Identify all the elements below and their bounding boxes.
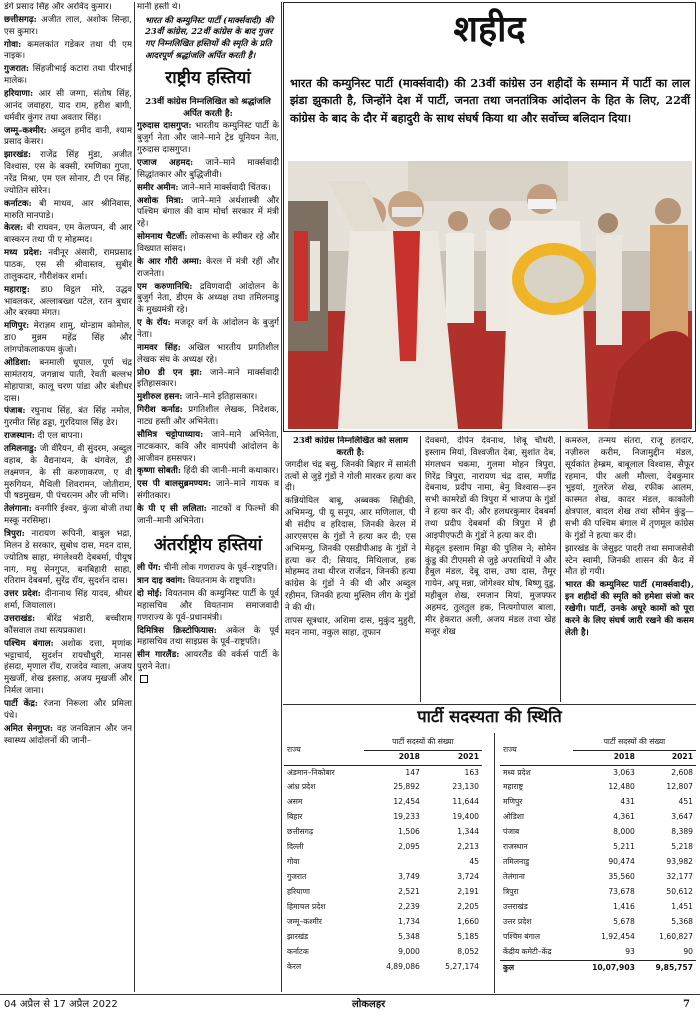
count-2021-cell: 32,177: [666, 872, 693, 882]
state-cell: उत्तराखंड: [503, 902, 528, 912]
membership-title: पार्टी सदस्यता की स्थिति: [417, 707, 562, 726]
state-cell: त्रिपुरा: [503, 887, 519, 897]
count-2018-cell: 4,361: [613, 812, 635, 822]
count-2021-cell: 50,612: [666, 887, 693, 897]
count-2018-cell: 1,734: [398, 917, 420, 927]
martyrs-title: शहीद: [453, 8, 526, 50]
count-2018-cell: 25,892: [393, 782, 420, 792]
count-2021-cell: 8,052: [457, 947, 479, 957]
text-paragraph: कृष्णा सोबती: हिंदी की जानी–मानी कथाकार।: [137, 466, 279, 477]
text-paragraph: झारखंड: राजेंद्र सिंह मुंडा, अजीत विश्वास, एस के बक्सी, रमणिका गुप्ता, नरेंद्र मिश्रा, एम एल सोनार, टी एन सिंह, ज्योतिन सोरेन।: [4, 150, 132, 196]
text-paragraph: तमिलनाडु: जी वीरैयन, वी सुंदरम, अब्दुल वहाब, के वैद्यनाथन, के थंगवेल, डी लक्ष्मणन, के सी करुणाकरण, ए वी मुरुगियन, मैथिली शिवरामन, जोतीराम, पी षडमुखम, पी पंचरत्नम और जी मणि।: [4, 443, 132, 502]
state-cell: महाराष्ट्र: [503, 782, 524, 792]
count-2018-cell: 73,678: [608, 887, 635, 897]
state-header: राज्य: [284, 735, 364, 765]
text-paragraph: दिमित्रिस क्रिस्टोफियास: अकेल के पूर्व महासचिव तथा साइप्रस के पूर्व–राष्ट्रपति।: [137, 625, 279, 648]
text-paragraph: पंजाब: रघुनाथ सिंह, बंत सिंह नमोल, गुरमीत सिंह ढड्डा, गुरदियाल सिंह ढेर।: [4, 406, 132, 429]
count-2018-cell: 3,749: [398, 872, 420, 882]
state-cell: मणिपुर: [503, 797, 523, 807]
count-2018-cell: 5,211: [613, 842, 635, 852]
year-2021-header: 2021: [638, 750, 696, 765]
tribute-column-2: [137, 2, 279, 994]
martyrs-intro: भारत की कम्युनिस्ट पार्टी (मार्क्सवादी) की 23वीं कांग्रेस उन शहीदों के सम्मान में पार्टी का लाल झंडा झुकाती है, जिन्होंने देश में पार्टी, जनता तथा जनतांत्रिक आंदोलन के हित के लिए, 22वीं कांग्रेस के बाद के दौर में बहादुरी के साथ संघर्ष किया था और सर्वोच्च बलिदान दिया।: [290, 76, 690, 125]
text-paragraph: दो मोई: वियतनाम की कम्युनिस्ट पार्टी के पूर्व महासचिव और वियतनाम समाजवादी गणराज्य के पूर्व–प्रधानमंत्री।: [137, 588, 279, 623]
newspaper-name: लोकलहर: [352, 999, 386, 1010]
text-paragraph: एम करुणानिधि: द्रविणवादी आंदोलन के बुजुर्ग नेता, डीएम के अध्यक्ष तथा तमिलनाडु के मुख्यमंत्री रहे।: [137, 281, 279, 316]
text-paragraph: कर्नाटक: बी माधव, आर श्रीनिवास, मारुति मानपाडे।: [4, 198, 132, 221]
state-header: राज्य: [500, 735, 573, 765]
total-label: कुल: [500, 960, 573, 975]
text-paragraph: डंगे प्रसाद सिंह और अरविंद कुमार।: [4, 2, 112, 12]
table-row: [500, 840, 696, 855]
text-paragraph: उत्तर प्रदेश: दीनानाथ सिंह यादव, श्रीधर शर्मा, जियालाल।: [4, 589, 132, 612]
count-2018-cell: 8,000: [613, 827, 635, 837]
column-divider: [134, 2, 135, 992]
state-cell: अंडमान–निकोबार: [287, 767, 335, 777]
congress-tribute-photo: [288, 161, 692, 429]
membership-table-right: [500, 735, 696, 975]
text-paragraph: ली पेंग: चीनी लोक गणराज्य के पूर्व–राष्ट्रपति।: [137, 563, 278, 574]
national-personalities-list: [137, 121, 279, 527]
text-paragraph: गुजरात: सिंहजीभाई कटारा तथा पीरभाई मालेक।: [4, 64, 132, 87]
text-paragraph: जम्मू–कश्मीर: अब्दुल हमीद वानी, श्याम प्रसाद केसर।: [4, 125, 132, 148]
state-cell: पंजाब: [503, 827, 520, 837]
tribute-column-1: [4, 2, 132, 994]
column-divider: [560, 436, 561, 702]
martyrs-column-1: [285, 436, 416, 702]
membership-rows-right: [500, 765, 696, 960]
table-row: [500, 930, 696, 945]
column-divider: [281, 2, 282, 992]
text-paragraph: मध्य प्रदेश: नवीनूर अंसारी, रामप्रसाद पाठक, एस सी श्रीवास्तव, सुबीर तालुकदार, गौरीशंकर शर्मा।: [4, 248, 132, 282]
count-2021-cell: 163: [464, 767, 479, 777]
count-2021-cell: 1,344: [457, 827, 479, 837]
martyrs-text: [283, 436, 696, 706]
text-paragraph: झारखंड के जेसुइट पादरी तथा समाजसेवी स्टेन स्वामी, जिनकी शासन की कैद में मौत हो गयी।: [565, 543, 694, 578]
year-2018-header: 2018: [364, 750, 423, 765]
text-paragraph: समीर अमीन: जाने–माने मार्क्सवादी चिंतक।: [137, 182, 271, 193]
table-row: [284, 945, 482, 960]
state-cell: हिमाचल प्रदेश: [287, 902, 326, 912]
text-paragraph: के पी ए सी ललिता: नाटकों व फिल्मों की जानी–मानी अभिनेता।: [137, 504, 279, 526]
text-paragraph: एस पी बालसुब्रमण्यम: जाने–माने गायक व संगीतकार।: [137, 479, 279, 502]
state-cell: केंद्रीय कमेटी–केंद्र: [503, 947, 552, 957]
count-2021-cell: 5,185: [457, 932, 479, 942]
table-row: [284, 885, 482, 900]
text-paragraph: कन्नियोयिल बाबू, अब्बक्क सिद्दीकी, अभिमन्यु, पी यू सनूप, आर मणिलाल, पी बी संदीप व हरिदास, जिनकी केरल में आरएसएस के गुंडों ने हत्या कर दी; एस अभिमन्यु, जिनकी एसडीपीआइ के गुंडों ने हत्या कर दी; सियाद, मिथिलाज, हक मोहम्मद तथा धीरज राजेंद्रन, जिनकी हत्या कांग्रेस के गुंडों ने की थी और अब्दुल रहीमन, जिनकी हत्या मुस्लिम लीग के गुंडों ने की थी।: [285, 496, 416, 614]
count-2018-cell: 12,454: [393, 797, 420, 807]
text-paragraph: छत्तीसगढ़: अजीत लाल, अशोक सिन्हा, एस कुमार।: [4, 14, 132, 37]
text-paragraph: गुरुदास दासगुप्त: भारतीय कम्युनिस्ट पार्टी के बुजुर्ग नेता और जाने–माने ट्रेड यूनियन नेता, गुरुदास दासगुप्त।: [137, 121, 279, 156]
state-cell: मध्य प्रदेश: [503, 767, 531, 777]
members-count-header: पार्टी सदस्यों की संख्या: [364, 735, 482, 750]
count-2018-cell: 2,239: [398, 902, 420, 912]
international-personalities-heading: अंतर्राष्ट्रीय हस्तियां: [153, 534, 263, 555]
count-2021-cell: 5,27,174: [445, 962, 479, 972]
count-2021-cell: 1,660: [457, 917, 479, 927]
table-row: [500, 885, 696, 900]
table-row: [500, 945, 696, 960]
state-cell: तमिलनाडु: [503, 857, 530, 867]
count-2018-cell: 2,521: [398, 887, 420, 897]
membership-table-left: [284, 735, 482, 975]
membership-rows-left: [284, 765, 482, 975]
table-row: [284, 870, 482, 885]
count-2018-cell: 5,678: [613, 917, 635, 927]
text-paragraph: त्रान दाइ क्वांग: वियतनाम के राष्ट्रपति।: [137, 576, 256, 587]
count-2021-cell: 1,60,827: [659, 932, 693, 942]
state-cell: पश्चिम बंगाल: [503, 932, 541, 942]
count-2021-cell: 2,608: [671, 767, 693, 777]
martyrs-salute-heading: 23वीं कांग्रेस निम्नलिखित को सलाम करती है:: [292, 436, 409, 458]
table-row: [284, 825, 482, 840]
count-2018-cell: 4,89,086: [386, 962, 420, 972]
text-paragraph: सोमनाथ चैटर्जी: लोकसभा के स्पीकर रहे और विख्यात सांसद।: [137, 232, 279, 254]
table-row: [284, 765, 482, 780]
state-cell: झारखंड: [287, 932, 309, 942]
count-2018-cell: 93: [625, 947, 635, 957]
count-2021-cell: 23,130: [452, 782, 479, 792]
state-cell: जम्मू–कश्मीर: [287, 917, 322, 927]
table-row: [500, 810, 696, 825]
table-row: [284, 840, 482, 855]
text-paragraph: एजाज अहमद: जाने–माने मार्क्सवादी सिद्धांतकार और बुद्धिजीवी।: [137, 157, 279, 180]
text-paragraph: के आर गौरी अम्मा: केरल में मंत्री रहीं और राजनेता।: [137, 256, 279, 279]
text-paragraph: सीन गारलैंड: आयरलैंड की वर्कर्स पार्टी के पुराने नेता।: [137, 650, 279, 673]
count-2021-cell: 93,982: [666, 857, 693, 867]
state-cell: गुजरात: [287, 872, 307, 882]
state-cell: बिहार: [287, 812, 303, 822]
table-row: [500, 825, 696, 840]
text-paragraph: मणिपुर: मेराज्ञम शामु, थोन्डाम कोमोल, डा0 मुन्नम महेंद्र सिंह और लांगपोकलाकपम कुंजो।: [4, 321, 132, 356]
state-cell: ओडिशा: [503, 812, 524, 822]
text-paragraph: अशोक मित्रा: जाने–माने अर्थशास्त्री और पश्चिम बंगाल की वाम मोर्चा सरकार में मंत्री रहे।: [137, 195, 279, 230]
text-paragraph: ए के रॉय: मजदूर वर्ग के आंदोलन के बुजुर्ग नेता।: [137, 318, 279, 341]
count-2021-cell: 8,389: [671, 827, 693, 837]
state-cell: दिल्ली: [287, 842, 304, 852]
text-paragraph: प्रो0 डी एन झा: जाने–माने मार्क्सवादी इतिहासकार।: [137, 367, 279, 390]
count-2018-cell: 2,095: [398, 842, 420, 852]
national-personalities-heading: राष्ट्रीय हस्तियां: [165, 68, 251, 89]
column-divider: [420, 436, 421, 702]
text-paragraph: ओडिशा: बनमाली धूपाल, पूर्ण चंद्र सामंतराय, जगन्नाथ पाती, रेवती बल्लभ मोहापात्रा, कालू चरण पांडा और बंशीधर दास।: [4, 357, 132, 404]
martyrs-column-3: [565, 436, 694, 702]
count-2018-cell: 1,506: [398, 827, 420, 837]
table-row: [500, 855, 696, 870]
text-paragraph: गिरीश कर्नाड: प्रगतिशील लेखक, निदेशक, नाट्य हस्ती और अभिनेता।: [137, 405, 279, 428]
text-paragraph: भारत की कम्युनिस्ट पार्टी (मार्क्सवादी), इन शहीदों की स्मृति को हमेशा संजो कर रखेगी। पार्टी, उनके अधूरे कामों को पूरा करने के लिए संघर्ष जारी रखने की कसम लेती है।: [565, 580, 694, 638]
table-divider: [494, 733, 495, 993]
table-row: [284, 855, 482, 870]
table-row: [500, 780, 696, 795]
martyrs-column-2: [425, 436, 556, 702]
text-paragraph: मुशीरुल हसन: जाने–माने इतिहासकार।: [137, 392, 258, 403]
count-2021-cell: 2,213: [457, 842, 479, 852]
count-2018-cell: 147: [405, 767, 420, 777]
table-row: [500, 795, 696, 810]
total-2018: 10,07,903: [573, 960, 638, 975]
continuation-text: मानी हस्ती थे।: [137, 2, 181, 12]
table-row: [284, 960, 482, 975]
footer-rule: [0, 994, 700, 995]
section-divider: [283, 704, 696, 705]
count-2018-cell: 12,480: [608, 782, 635, 792]
state-cell: केरल: [287, 962, 302, 972]
count-2021-cell: 3,724: [457, 872, 479, 882]
total-2021: 9,85,757: [638, 960, 696, 975]
text-paragraph: देवबर्मा, दीपेन देवनाथ, शिबू चौधरी, इस्लाम मियां, विश्वजीत देबा, सुशांत देब, मंगलधन चकमा, गुलमा मोहन त्रिपुरा, गिरेंद्र त्रिपुरा, नारायण चंद्र दास, मणींद्र देबनाथ, प्रदीप नामा, बेनु विश्वास—इन सभी कामरेडों की त्रिपुरा में भाजपा के गुंडों ने हत्या कर दी; और हलधरकुमार देबबर्मा तथा प्रदीप देबबर्मा की त्रिपुरा में ही आइपीएफटी के गुंडों ने हत्या कर दी।: [425, 436, 556, 541]
issue-date: 04 अप्रैल से 17 अप्रैल 2022: [4, 999, 118, 1010]
count-2018-cell: 1,416: [613, 902, 635, 912]
text-paragraph: हरियाणा: आर सी जग्गा, संतोष सिंह, आनंद जवाहरा, याद राम, हरीश बागी, धर्मवीर कुंगर तथा अवतार सिंह।: [4, 89, 132, 123]
count-2018-cell: 19,233: [393, 812, 420, 822]
text-paragraph: उत्तराखंड: बीरेंद्र भंडारी, बच्चीराम कौंसवाल तथा सत्यप्रकाश।: [4, 613, 132, 636]
text-paragraph: मेहदूल इस्लाम मिड्डा की पुलिस ने; सोमेन कुंडु की टीएमसी से जुड़े अपराधियों ने और हैबुल मंडल, देबू दास, उषा दास, तैमूर गायेन, अपू मन्ना, जोगेश्वर घोष, बिष्णु दुडु, महीबुल शेख, रमजान मियां, मुजफ्फर अहमद, तुलतुल हक, नित्यगोपाल बाला, मीर हेकरात अली, अजय मंडल तथा खेह मजूर शेख: [425, 543, 556, 637]
state-cell: राजस्थान: [503, 842, 528, 852]
count-2018-cell: 3,063: [613, 767, 635, 777]
text-paragraph: कमरुल, तन्मय संतरा, राजू हलदार, नज़ीरुल करीम, निजामुद्दीन मंडल, सूर्यकांत हेम्ब्रम, बाबूलाल विश्वास, सैफूर रहमान, पीर अली मौल्ला, देबकुमार भुइयां, गुलरेज शेख, रफीक आलम, कास्मत शेख, कादर मंडल, काकोली क्षेत्रपाल, बादल शेख तथा सौमेन कुंडु—सभी की पश्चिम बंगाल में तृणमूल कांग्रेस के गुंडों ने हत्या कर दी।: [565, 436, 694, 541]
state-cell: छत्तीसगढ़: [287, 827, 314, 837]
text-paragraph: राजस्थान: दी एल बापना।: [4, 431, 83, 442]
count-2021-cell: 19,400: [452, 812, 479, 822]
text-paragraph: तापस सूत्रधार, अशिमा दास, मुकुंद मुहुरी, मदन नामा, नकुल साहा, तूफान: [285, 615, 416, 638]
count-2021-cell: 2,205: [457, 902, 479, 912]
count-2018-cell: 1,92,454: [601, 932, 635, 942]
members-count-header: पार्टी सदस्यों की संख्या: [573, 735, 696, 750]
text-paragraph: तेलंगाना: वनगीरि ईश्वर, कुंजा बोजी तथा मस्कू नरसिम्हा।: [4, 504, 132, 527]
count-2021-cell: 3,647: [671, 812, 693, 822]
count-2021-cell: 2,191: [457, 887, 479, 897]
table-row: [500, 765, 696, 780]
state-cell: हरियाणा: [287, 887, 310, 897]
tribute-note: भारत की कम्युनिस्ट पार्टी (मार्क्सवादी) की 23वीं कांग्रेस, 22वीं कांग्रेस के बाद गुजर गए निम्नलिखित हस्तियों की स्मृति के प्रति आदरपूर्ण श्रद्धांजलि अर्पित करती है।: [145, 14, 274, 60]
text-paragraph: महाराष्ट्र: डा0 विट्ठल मोरे, उद्धव भावलकर, अल्लाबख्श पटेल, रतन बुधार और बरक्या मंगत।: [4, 284, 132, 319]
count-2018-cell: 5,348: [398, 932, 420, 942]
table-row: [284, 930, 482, 945]
count-2021-cell: 45: [469, 857, 479, 867]
state-cell: उत्तर प्रदेश: [503, 917, 532, 927]
martyrs-box: [283, 2, 696, 432]
table-row: [500, 870, 696, 885]
text-paragraph: सौमित्र चट्टोपाध्याय: जाने–माने अभिनेता, नाटककार, कवि और वामपंथी आंदोलन के आजीवन हमसफर।: [137, 429, 279, 464]
count-2021-cell: 90: [683, 947, 693, 957]
count-2018-cell: 90,474: [608, 857, 635, 867]
table-row: [500, 900, 696, 915]
year-2018-header: 2018: [573, 750, 638, 765]
table-row: [284, 915, 482, 930]
count-2018-cell: 431: [620, 797, 635, 807]
page-number: 7: [683, 999, 690, 1010]
state-cell: गोवा: [287, 857, 300, 867]
count-2021-cell: 5,368: [671, 917, 693, 927]
total-row: [500, 960, 696, 975]
table-row: [284, 780, 482, 795]
text-paragraph: पार्टी केंद्र: रंजना निरूला और प्रमिला पंधे।: [4, 698, 132, 721]
state-cell: कर्नाटक: [287, 947, 309, 957]
count-2021-cell: 5,218: [671, 842, 693, 852]
table-row: [284, 795, 482, 810]
text-paragraph: नामवर सिंह: अखिल भारतीय प्रगतिशील लेखक संघ के अध्यक्ष रहे।: [137, 342, 279, 365]
table-row: [284, 900, 482, 915]
international-personalities-list: [137, 563, 279, 674]
state-cell: आंध्र प्रदेश: [287, 782, 316, 792]
photo-illustration: [288, 161, 692, 429]
count-2018-cell: [364, 855, 423, 870]
text-paragraph: गोवा: कमलकांत गडेकर तथा पी एम नाइक।: [4, 39, 132, 62]
text-paragraph: अमित सेनगुप्त: वह जनविज्ञान और जन स्वास्थ्य आंदोलनों की जानी–: [4, 723, 132, 746]
text-paragraph: पश्चिम बंगाल: अशोक दत्ता, मृणांक भट्टाचार्य, सुदर्शन रायचौधुरी, मानस हंसदा, मृणाल रॉय, राजदेव ग्वाला, अजय मुखर्जी, शेख इस्लाह, अजय मुखर्जी और निर्मल जाना।: [4, 638, 132, 697]
count-2021-cell: 11,644: [452, 797, 479, 807]
table-row: [500, 915, 696, 930]
state-cell: तेलंगाना: [503, 872, 525, 882]
count-2021-cell: 1,451: [671, 902, 693, 912]
year-2021-header: 2021: [423, 750, 482, 765]
count-2018-cell: 9,000: [398, 947, 420, 957]
count-2018-cell: 35,560: [608, 872, 635, 882]
state-cell: असम: [287, 797, 303, 807]
count-2021-cell: 12,807: [666, 782, 693, 792]
text-paragraph: केरल: बी राघवन, एम केलप्पन, वी आर बास्करन तथा पी ए मोहम्मद।: [4, 223, 132, 246]
text-paragraph: त्रिपुरा: नारायण रूपिनी, बाबुल भद्रा, मिलन डे सरकार, सुबोध दास, मदन दास, ज्योतिष साहा, मंगलेश्वरी देबबर्मा, पीयूष नाग, मधु सेनगुप्त, बनबिहारी साहा, रतिराम देबबर्मा, सुरेंद्र रॉय, सुदर्शन दास।: [4, 528, 132, 587]
table-row: [284, 810, 482, 825]
text-paragraph: जगदीश चंद्र बसु, जिनकी बिहार में सामंती तत्वों से जुड़े गुंडों ने गोली मारकर हत्या कर दी।: [285, 459, 416, 494]
national-intro: 23वीं कांग्रेस निम्नलिखित को श्रद्धांजलि अर्पित करती है:: [145, 96, 271, 119]
count-2021-cell: 451: [678, 797, 693, 807]
end-mark: [140, 675, 148, 683]
